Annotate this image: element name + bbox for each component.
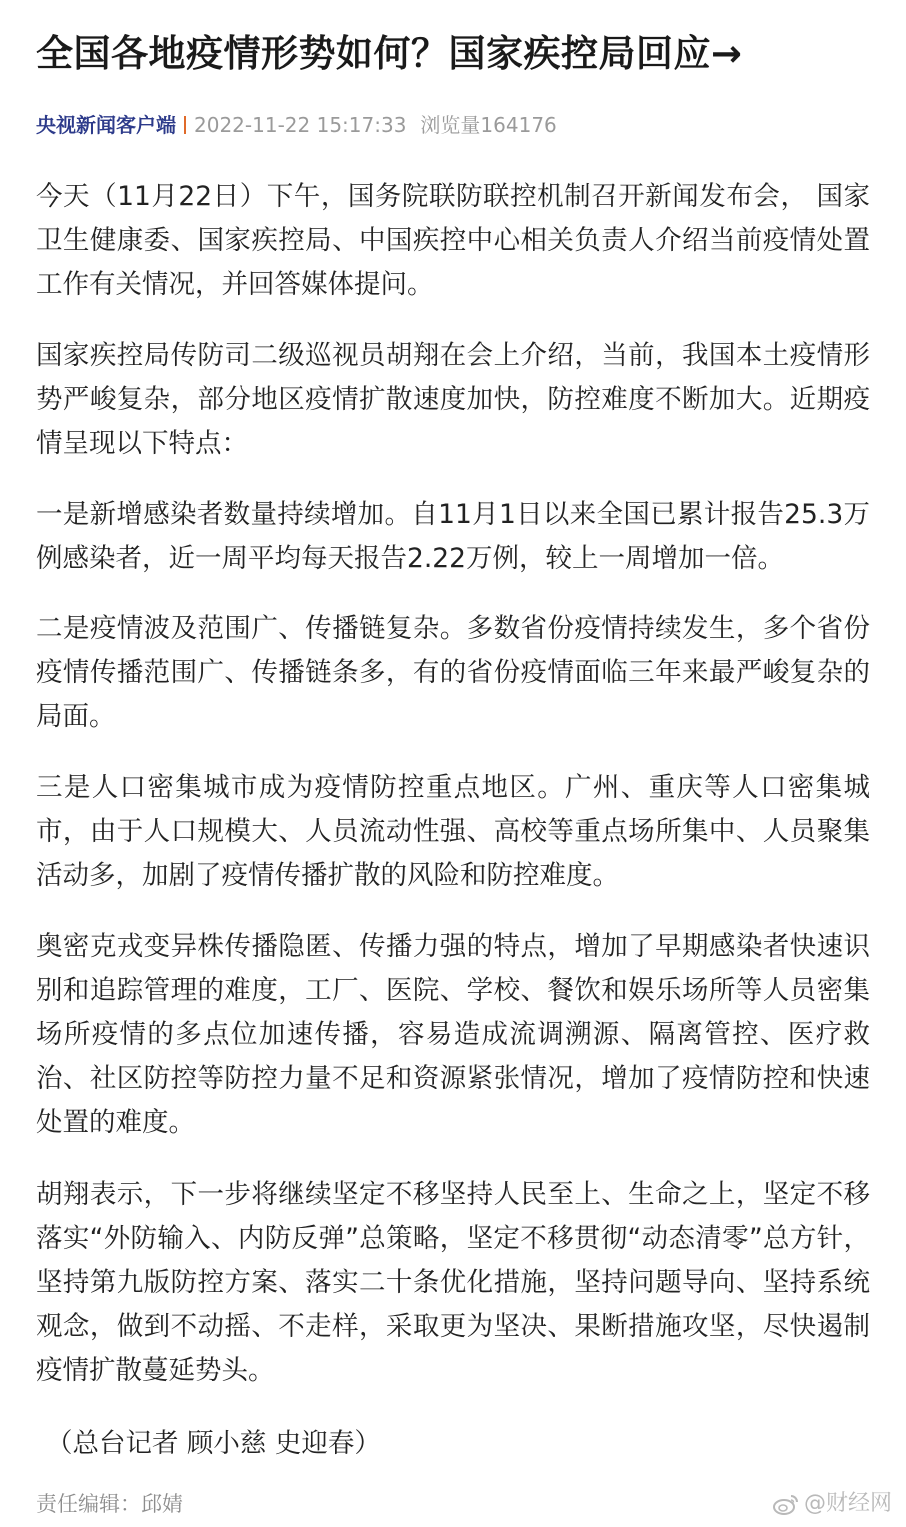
paragraph: 一是新增感染者数量持续增加。自11月1日以来全国已累计报告25.3万例感染者，近一周平均每天报告2.22万例，较上一周增加一倍。 xyxy=(36,499,870,574)
paragraph: 三是人口密集城市成为疫情防控重点地区。广州、重庆等人口密集城市，由于人口规模大、人员流动性强、高校等重点场所集中、人员聚集活动多，加剧了疫情传播扩散的风险和防控难度。 xyxy=(36,772,870,891)
article-title: 全国各地疫情形势如何？国家疾控局回应→ xyxy=(36,32,743,75)
paragraph: 奥密克戎变异株传播隐匿、传播力强的特点，增加了早期感染者快速识别和追踪管理的难度，工厂、医院、学校、餐饮和娱乐场所等人员密集场所疫情的多点位加速传播，容易造成流调溯源、隔离管控、医疗救治、社区防控等防控力量不足和资源紧张情况，增加了疫情防控和快速处置的难度。 xyxy=(36,931,870,1138)
watermark-text: @财经网 xyxy=(803,1491,892,1516)
watermark xyxy=(772,1488,892,1520)
publish-time: 2022-11-22 15:17:33 xyxy=(194,113,407,137)
article-meta xyxy=(36,110,557,140)
reporter-credit: （总台记者 顾小慈 史迎春） xyxy=(46,1428,381,1459)
editor-credit: 责任编辑：邱婧 xyxy=(36,1492,183,1516)
view-count: 浏览量164176 xyxy=(420,113,557,137)
paragraph: 胡翔表示，下一步将继续坚定不移坚持人民至上、生命之上，坚定不移落实“外防输入、内防反弹”总策略，坚定不移贯彻“动态清零”总方针，坚持第九版防控方案、落实二十条优化措施，坚持问题导向、坚持系统观念，做到不动摇、不走样，采取更为坚决、果断措施攻坚，尽快遏制疫情扩散蔓延势头。 xyxy=(36,1179,870,1386)
paragraph: 今天（11月22日）下午，国务院联防联控机制召开新闻发布会， 国家卫生健康委、国家疾控局、中国疾控中心相关负责人介绍当前疫情处置工作有关情况，并回答媒体提问。 xyxy=(36,181,870,300)
source-link[interactable]: 央视新闻客户端 xyxy=(36,113,176,137)
paragraph: 二是疫情波及范围广、传播链复杂。多数省份疫情持续发生，多个省份疫情传播范围广、传播链条多，有的省份疫情面临三年来最严峻复杂的局面。 xyxy=(36,613,870,732)
paragraph: 国家疾控局传防司二级巡视员胡翔在会上介绍，当前，我国本土疫情形势严峻复杂，部分地区疫情扩散速度加快，防控难度不断加大。近期疫情呈现以下特点： xyxy=(36,340,870,459)
weibo-icon xyxy=(772,1492,800,1516)
meta-separator xyxy=(184,116,186,134)
